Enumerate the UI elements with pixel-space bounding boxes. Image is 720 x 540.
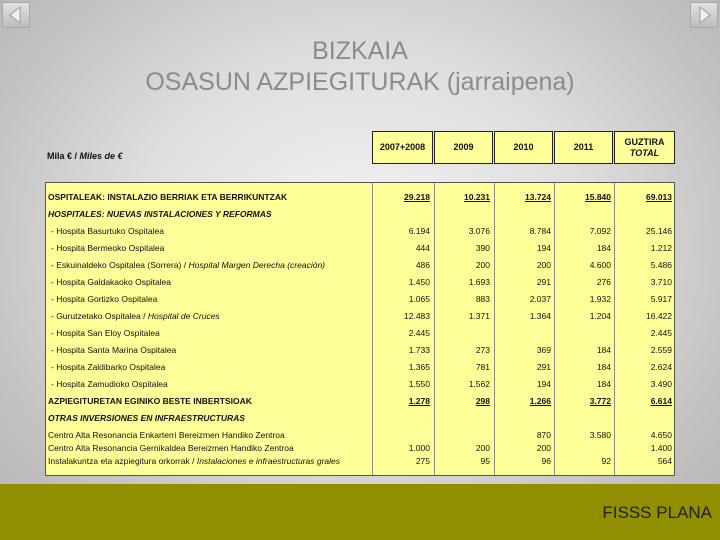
cell-value: 92 <box>601 456 611 466</box>
cell-value: 200 <box>475 443 490 453</box>
table-row <box>46 310 674 323</box>
row-label-es: Hospital de Cruces <box>147 311 220 321</box>
triangle-right-icon <box>691 3 717 27</box>
cell-value: 5.917 <box>650 294 672 304</box>
cell-value: 8.784 <box>529 226 551 236</box>
column-header-sublabel: TOTAL <box>629 147 660 158</box>
slide-title-line2: OSASUN AZPIEGITURAK (jarraipena) <box>145 68 575 96</box>
row-label: - Hospita Zamudioko Ospitalea <box>51 379 168 389</box>
cell-value: 96 <box>541 456 551 466</box>
cell-value: 12.483 <box>404 311 430 321</box>
cell-value: 291 <box>536 277 551 287</box>
cell-value: 184 <box>596 243 611 253</box>
cell-value: 3.490 <box>650 379 672 389</box>
cell-value: 13.724 <box>525 192 551 202</box>
cell-value: 1.364 <box>529 311 551 321</box>
cell-value: 1.932 <box>589 294 611 304</box>
row-label: - Hospita Zaldibarko Ospitalea <box>51 362 166 372</box>
cell-value: 1.400 <box>650 443 672 453</box>
column-header-label: 2009 <box>453 142 474 152</box>
cell-value: 275 <box>415 456 430 466</box>
cell-value: 486 <box>415 260 430 270</box>
cell-value: 1.204 <box>589 311 611 321</box>
cell-value: 194 <box>536 379 551 389</box>
table-row <box>46 276 674 289</box>
table-row <box>46 378 674 391</box>
column-header <box>494 131 553 164</box>
cell-value: 1.212 <box>650 243 672 253</box>
cell-value: 69.013 <box>646 192 672 202</box>
cell-value: 184 <box>596 345 611 355</box>
cell-value: 3.580 <box>589 430 611 440</box>
cell-value: 4.650 <box>650 430 672 440</box>
column-header <box>434 131 493 164</box>
cell-value: 2.559 <box>650 345 672 355</box>
units-label-es: Miles de € <box>79 151 123 161</box>
row-label: OSPITALEAK: INSTALAZIO BERRIAK ETA BERRIKUNTZAK <box>48 192 288 202</box>
triangle-left-icon <box>3 3 29 27</box>
cell-value: 883 <box>475 294 490 304</box>
cell-value: 1.733 <box>408 345 430 355</box>
cell-value: 184 <box>596 362 611 372</box>
row-label: - Hospita San Eloy Ospitalea <box>51 328 160 338</box>
cell-value: 1.693 <box>468 277 490 287</box>
cell-value: 29.218 <box>404 192 430 202</box>
cell-value: 3.710 <box>650 277 672 287</box>
cell-value: 444 <box>415 243 430 253</box>
table-row <box>46 455 674 468</box>
cell-value: 390 <box>475 243 490 253</box>
row-label: - Hospita Bermeoko Ospitalea <box>51 243 165 253</box>
cell-value: 781 <box>475 362 490 372</box>
cell-value: 6.614 <box>650 396 672 406</box>
table-row <box>46 344 674 357</box>
slide-title <box>0 36 720 98</box>
row-label-es: Instalaciones e infraestructuras grales <box>196 456 340 466</box>
cell-value: 276 <box>596 277 611 287</box>
table-row <box>46 412 674 425</box>
cell-value: 1.371 <box>468 311 490 321</box>
cell-value: 1.550 <box>408 379 430 389</box>
row-label-es: Hospital Margen Derecha (creación) <box>188 260 326 270</box>
slide-title-line1: BIZKAIA <box>312 37 408 65</box>
cell-value: 1.266 <box>529 396 551 406</box>
cell-value: 95 <box>480 456 490 466</box>
row-label: HOSPITALES: NUEVAS INSTALACIONES Y REFORMAS <box>48 209 272 219</box>
cell-value: 3.076 <box>468 226 490 236</box>
cell-value: 2.445 <box>408 328 430 338</box>
table-row <box>46 242 674 255</box>
cell-value: 25.146 <box>646 226 672 236</box>
table-row <box>46 327 674 340</box>
cell-value: 1.562 <box>468 379 490 389</box>
column-header <box>372 131 433 164</box>
cell-value: 200 <box>536 260 551 270</box>
cell-value: 5.486 <box>650 260 672 270</box>
cell-value: 4.600 <box>589 260 611 270</box>
column-header <box>614 131 675 164</box>
cell-value: 2.624 <box>650 362 672 372</box>
cell-value: 298 <box>475 396 490 406</box>
next-slide-button[interactable] <box>690 2 718 28</box>
cell-value: 7.092 <box>589 226 611 236</box>
cell-value: 15.840 <box>585 192 611 202</box>
table-row <box>46 225 674 238</box>
row-label: - Gurutzetako Ospitalea / Hospital de Cruces <box>51 311 220 321</box>
cell-value: 6.194 <box>408 226 430 236</box>
column-header-label: 2010 <box>513 142 534 152</box>
row-label: Centro Alta Resonancia Gernikaldea Bereizmen Handiko Zentroa <box>48 443 294 453</box>
cell-value: 194 <box>536 243 551 253</box>
column-header-label: GUZTIRA <box>624 136 665 147</box>
units-label-eu: Mila € <box>47 151 73 161</box>
row-label: Centro Alta Resonancia Enkarterri Bereizmen Handiko Zentroa <box>48 430 285 440</box>
cell-value: 1.450 <box>408 277 430 287</box>
row-label: - Eskuinaldeko Ospitalea (Sorrera) / Hospital Margen Derecha (creación) <box>51 260 326 270</box>
cell-value: 1.065 <box>408 294 430 304</box>
cell-value: 10.231 <box>464 192 490 202</box>
row-label: Instalakuntza eta azpiegitura orkorrak / Instalaciones e infraestructuras grales <box>48 456 340 466</box>
cell-value: 870 <box>536 430 551 440</box>
table-row <box>46 429 674 442</box>
cell-value: 1.000 <box>408 443 430 453</box>
table-row <box>46 293 674 306</box>
column-header-label: 2011 <box>573 142 594 152</box>
investment-table <box>45 182 675 476</box>
footer-text: FISSS PLANA <box>602 503 712 522</box>
previous-slide-button[interactable] <box>2 2 30 28</box>
column-header <box>554 131 613 164</box>
row-label: - Hospita Basurtuko Ospitalea <box>51 226 164 236</box>
cell-value: 200 <box>475 260 490 270</box>
cell-value: 16.422 <box>646 311 672 321</box>
table-row <box>46 395 674 408</box>
row-label: OTRAS INVERSIONES EN INFRAESTRUCTURAS <box>48 413 245 423</box>
cell-value: 200 <box>536 443 551 453</box>
table-row <box>46 442 674 455</box>
cell-value: 1.278 <box>408 396 430 406</box>
cell-value: 184 <box>596 379 611 389</box>
row-label: - Hospita Santa Marina Ospitalea <box>51 345 177 355</box>
units-label: Mila € / Miles de € <box>47 151 123 161</box>
cell-value: 3.772 <box>589 396 611 406</box>
row-label: AZPIEGITURETAN EGINIKO BESTE INBERTSIOAK <box>48 396 252 406</box>
row-label: - Hospita Galdakaoko Ospitalea <box>51 277 172 287</box>
cell-value: 2.037 <box>529 294 551 304</box>
cell-value: 369 <box>536 345 551 355</box>
cell-value: 273 <box>475 345 490 355</box>
table-row <box>46 361 674 374</box>
column-header-label: 2007+2008 <box>379 142 426 152</box>
cell-value: 564 <box>657 456 672 466</box>
cell-value: 291 <box>536 362 551 372</box>
table-row <box>46 208 674 221</box>
cell-value: 1.365 <box>408 362 430 372</box>
table-row <box>46 191 674 204</box>
cell-value: 2.445 <box>650 328 672 338</box>
row-label: - Hospita Gortizko Ospitalea <box>51 294 158 304</box>
table-row <box>46 259 674 272</box>
